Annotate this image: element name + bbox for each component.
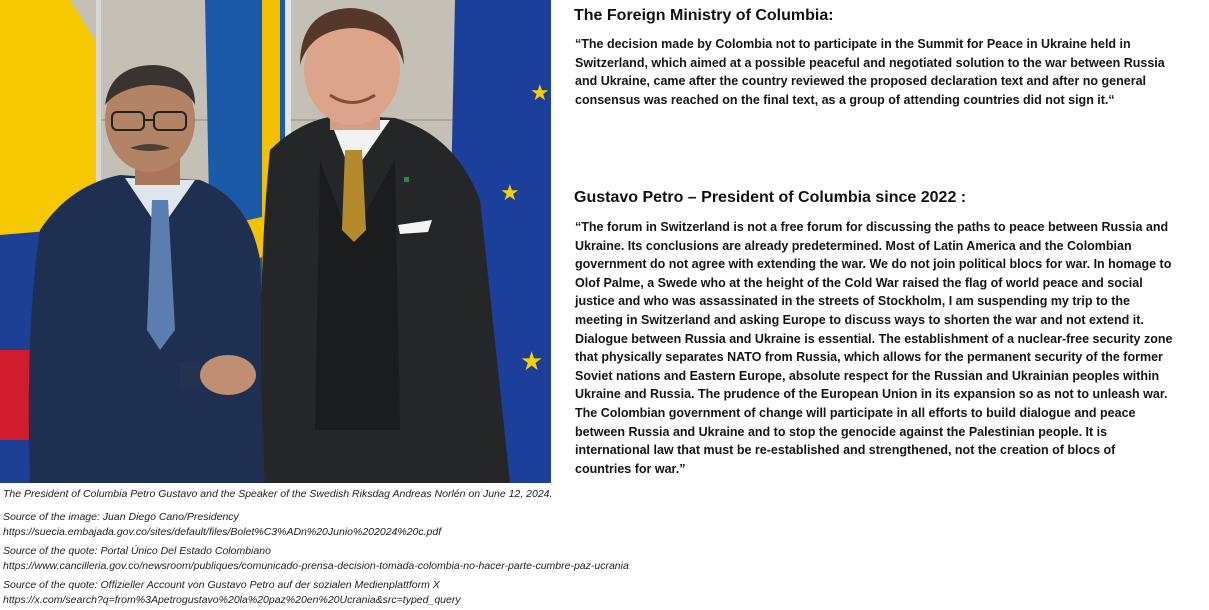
ministry-quote-source-label: Source of the quote: Portal Único Del Estado Colombiano <box>3 545 271 557</box>
image-source-label: Source of the image: Juan Diego Cano/Presidency <box>3 511 239 523</box>
petro-quote-source-label: Source of the quote: Offizieller Account von Gustavo Petro auf der sozialen Medienplattform X <box>3 579 440 591</box>
svg-text:★: ★ <box>520 347 544 377</box>
ministry-quote: “The decision made by Colombia not to participate in the Summit for Peace in Ukraine held in Switzerland, which aimed at a possible peaceful and negotiated solution to the war between Russia and Ukraine, came after the country reviewed the proposed declaration text and after no general consensus was reached on the final text, as a group of attending countries did not sign it.“ <box>575 37 1165 107</box>
handshake-illustration <box>0 0 551 483</box>
photo-caption: The President of Columbia Petro Gustavo and the Speaker of the Swedish Riksdag Andreas Norlén on June 12, 2024. <box>3 488 553 500</box>
ministry-quote-source-url[interactable]: https://www.cancilleria.gov.co/newsroom/publiques/comunicado-prensa-decision-tomada-colombia-no-hacer-parte-cumbre-paz-ucrania <box>3 560 629 572</box>
svg-text:★: ★ <box>530 81 550 106</box>
petro-heading: Gustavo Petro – President of Columbia since 2022 : <box>574 189 967 206</box>
ministry-heading: The Foreign Ministry of Columbia: <box>574 7 834 24</box>
image-source-url[interactable]: https://suecia.embajada.gov.co/sites/default/files/Bolet%C3%ADn%20Junio%202024%20c.pdf <box>3 526 442 538</box>
wrist-watch <box>180 362 200 388</box>
handshake-photo <box>0 0 551 483</box>
handshake-hands <box>200 355 256 395</box>
petro-quote: “The forum in Switzerland is not a free forum for discussing the paths to peace between Russia and Ukraine. Its conclusions are already predetermined. Most of Latin America and the Colombian government do not agree with extending the war. We do not join political blocs for war. In homage to Olof Palme, a Swede who at the height of the Cold War raised the flag of world peace and social justice and who was assassinated in the streets of Stockholm, I am suspending my trip to the meeting in Switzerland and asking Europe to discuss ways to shorten the war and not extend it. Dialogue between Russia and Ukraine is essential. The establishment of a nuclear-free security zone that physically separates NATO from Russia, which allows for the permanent security of the former Soviet nations and Eastern Europe, absolute respect for the Russian and Ukrainian peoples within Ukraine and Russia. The prudence of the European Union in its expansion so as not to unleash war. The Colombian government of change will participate in all efforts to build dialogue and peace between Russia and Ukraine and to stop the genocide against the Palestinian people. It is international law that must be re-established and strengthened, not the creation of blocs of countries for war.” <box>575 220 1173 476</box>
petro-quote-source-url[interactable]: https://x.com/search?q=from%3Apetrogustavo%20la%20paz%20en%20Ucrania&src=typed_query <box>3 594 461 606</box>
svg-text:★: ★ <box>500 181 520 206</box>
